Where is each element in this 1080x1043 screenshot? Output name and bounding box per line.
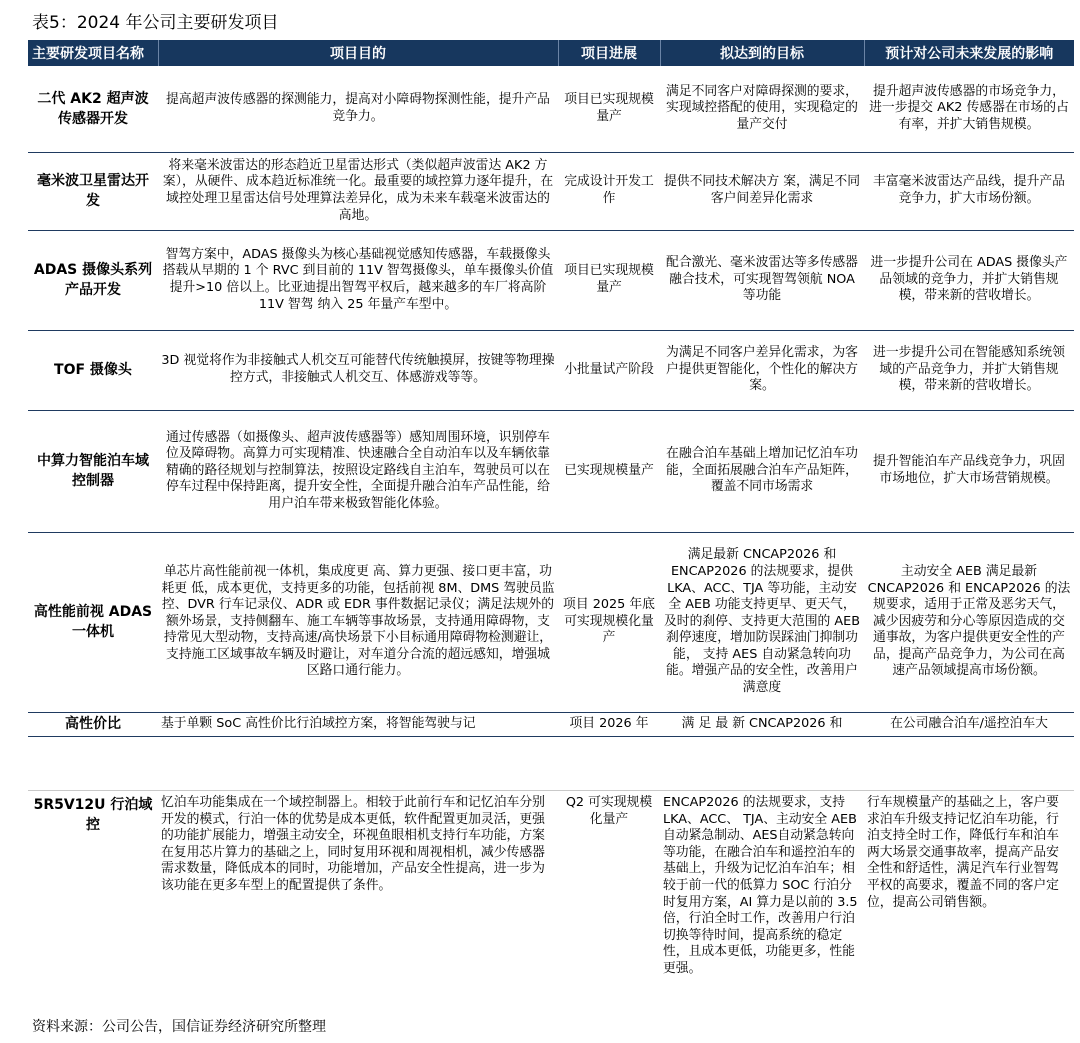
project-progress: 已实现规模量产 <box>558 410 660 532</box>
project-name: 5R5V12U 行泊域控 <box>33 797 153 833</box>
table-row <box>28 532 1074 712</box>
project-progress: 项目已实现规模量产 <box>558 66 660 152</box>
project-purpose: 单芯片高性能前视一体机，集成度更 高、算力更强、接口更丰富，功耗更 低，成本更优，支持更多的功能，包括前视 8M、DMS 驾驶员监控、DVR 行车记录仪、ADR 或 EDR 事件数据记录仪；满足法规外的额外场景，支持侧翻车、施工车辆等事故场景，支持通用障碍物，支持常见大型动物，支持高速/高快场景下小目标通用障碍物检测避让，支持施工区域事故车辆及时避让，对车道分合流的超远感知，增强城区路口通行能力。 <box>158 532 558 712</box>
project-goal: 提供不同技术解决方 案，满足不同客户间差异化需求 <box>660 152 864 230</box>
project-goal: 满足最新 CNCAP2026 和 ENCAP2026 的法规要求，提供 LKA、ACC、TJA 等功能，主动安全 AEB 功能支持更早、更天气，及时的刹停、支持更大范围的 AEB 刹停速度，增加防误踩油门抑制功能， 支持 AES 自动紧急转向功能。增强产品的安全性，改善用户满意度 <box>660 532 864 712</box>
project-name: 高性价比 <box>28 712 158 736</box>
project-impact: 行车规模量产的基础之上，客户要求泊车升级支持记忆泊车功能，行泊支持全时工作，降低行车和泊车两大场景交通事故率，提高产品安全性和舒适性，满足汽车行业智驾平权的高要求，覆盖不同的客户定位，提高公司销售额。 <box>867 795 1059 910</box>
table-row <box>28 712 1074 736</box>
project-name: 二代 AK2 超声波传感器开发 <box>28 66 158 152</box>
project-impact: 进一步提升公司在 ADAS 摄像头产品领域的竞争力，并扩大销售规模，带来新的营收增长。 <box>864 230 1074 330</box>
header-purpose: 项目目的 <box>158 40 558 66</box>
rd-projects-table-continued <box>28 794 1074 1012</box>
page-break-line <box>28 790 1074 791</box>
project-goal: 配合激光、毫米波雷达等多传感器融合技术，可实现智驾领航 NOA 等功能 <box>660 230 864 330</box>
header-impact: 预计对公司未来发展的影响 <box>864 40 1074 66</box>
project-purpose: 3D 视觉将作为非接触式人机交互可能替代传统触摸屏，按键等物理操控方式，非接触式人机交互、体感游戏等等。 <box>158 330 558 410</box>
header-project-name: 主要研发项目名称 <box>28 40 158 66</box>
project-progress: 项目 2026 年 <box>558 712 660 736</box>
table-title: 表5：2024 年公司主要研发项目 <box>32 13 279 33</box>
table-row <box>28 152 1074 230</box>
project-progress: Q2 可实现规模化量产 <box>565 795 653 827</box>
header-progress: 项目进展 <box>558 40 660 66</box>
table-row <box>28 794 1074 1012</box>
project-progress: 完成设计开发工作 <box>558 152 660 230</box>
project-name: TOF 摄像头 <box>28 330 158 410</box>
project-impact: 提升超声波传感器的市场竞争力，进一步提交 AK2 传感器在市场的占有率，并扩大销售规模。 <box>864 66 1074 152</box>
table-row <box>28 330 1074 410</box>
project-goal: 满 足 最 新 CNCAP2026 和 <box>660 712 864 736</box>
project-name: ADAS 摄像头系列产品开发 <box>28 230 158 330</box>
project-purpose: 将来毫米波雷达的形态趋近卫星雷达形式（类似超声波雷达 AK2 方案），从硬件、成本趋近标准统一化。最重要的域控算力逐年提升，在域控处理卫星雷达信号处理算法差异化，成为未来车载毫米波雷达的高地。 <box>158 152 558 230</box>
table-header-row <box>28 40 1074 66</box>
project-goal: 为满足不同客户差异化需求，为客户提供更智能化，个性化的解决方案。 <box>660 330 864 410</box>
header-goal: 拟达到的目标 <box>660 40 864 66</box>
rd-projects-table <box>28 40 1074 737</box>
table-row <box>28 66 1074 152</box>
project-impact: 主动安全 AEB 满足最新 CNCAP2026 和 ENCAP2026 的法规要求，适用于正常及恶劣天气，减少因疲劳和分心等原因造成的交通事故，为客户提供更安全性的产品，提高产品竞争力，为公司在高速产品领域提高市场份额。 <box>864 532 1074 712</box>
project-purpose: 提高超声波传感器的探测能力，提高对小障碍物探测性能，提升产品竞争力。 <box>158 66 558 152</box>
project-name: 中算力智能泊车域控制器 <box>28 410 158 532</box>
project-goal: 满足不同客户对障碍探测的要求，实现域控搭配的使用，实现稳定的量产交付 <box>660 66 864 152</box>
project-name: 高性能前视 ADAS 一体机 <box>28 532 158 712</box>
project-purpose: 忆泊车功能集成在一个域控制器上。相较于此前行车和记忆泊车分别开发的模式，行泊一体的优势是成本更低，软件配置更加灵活，更强的功能扩展能力，增强主动安全，环视鱼眼相机支持行车功能，方案在复用芯片算力的基础之上，同时复用环视和周视相机，减少传感器需求数量，降低成本的同时，功能增加，产品安全性提高，进一步为该功能在更多车型上的配置提供了条件。 <box>161 795 545 893</box>
project-purpose: 智驾方案中，ADAS 摄像头为核心基础视觉感知传感器，车载摄像头搭载从早期的 1 个 RVC 到目前的 11V 智驾摄像头，单车摄像头价值提升>10 倍以上。比亚迪提出智驾平权后，越来越多的车厂将高阶 11V 智驾 纳入 25 年量产车型中。 <box>158 230 558 330</box>
project-impact: 在公司融合泊车/遥控泊车大 <box>864 712 1074 736</box>
project-purpose: 通过传感器（如摄像头、超声波传感器等）感知周围环境，识别停车位及障碍物。高算力可实现精准、快速融合全自动泊车以及车辆依靠精确的路径规划与控制算法，按照设定路线自主泊车，驾驶员可以在停车过程中保持距离，提升安全性，全面提升融合泊车产品性能，给用户泊车带来极致智能化体验。 <box>158 410 558 532</box>
project-purpose: 基于单颗 SoC 高性价比行泊域控方案，将智能驾驶与记 <box>158 712 558 736</box>
project-impact: 进一步提升公司在智能感知系统领域的产品竞争力，并扩大销售规模，带来新的营收增长。 <box>864 330 1074 410</box>
source-note: 资料来源：公司公告，国信证券经济研究所整理 <box>32 1019 326 1035</box>
project-name: 毫米波卫星雷达开发 <box>28 152 158 230</box>
table-row <box>28 230 1074 330</box>
project-impact: 丰富毫米波雷达产品线，提升产品竞争力，扩大市场份额。 <box>864 152 1074 230</box>
project-impact: 提升智能泊车产品线竞争力，巩固市场地位，扩大市场营销规模。 <box>864 410 1074 532</box>
table-row <box>28 410 1074 532</box>
project-progress: 小批量试产阶段 <box>558 330 660 410</box>
project-goal: 在融合泊车基础上增加记忆泊车功能，全面拓展融合泊车产品矩阵，覆盖不同市场需求 <box>660 410 864 532</box>
project-goal: ENCAP2026 的法规要求，支持 LKA、ACC、 TJA、主动安全 AEB 自动紧急制动、AES自动紧急转向等功能，在融合泊车和遥控泊车的基础上，升级为记忆泊车泊车；相较于前一代的低算力 SOC 行泊分时复用方案，AI 算力是以前的 3.5 倍，行泊全时工作，改善用户行泊切换等待时间，提高系统的稳定性，且成本更低，功能更多，性能更强。 <box>663 795 858 976</box>
project-progress: 项目 2025 年底可实现规模化量产 <box>558 532 660 712</box>
project-progress: 项目已实现规模量产 <box>558 230 660 330</box>
